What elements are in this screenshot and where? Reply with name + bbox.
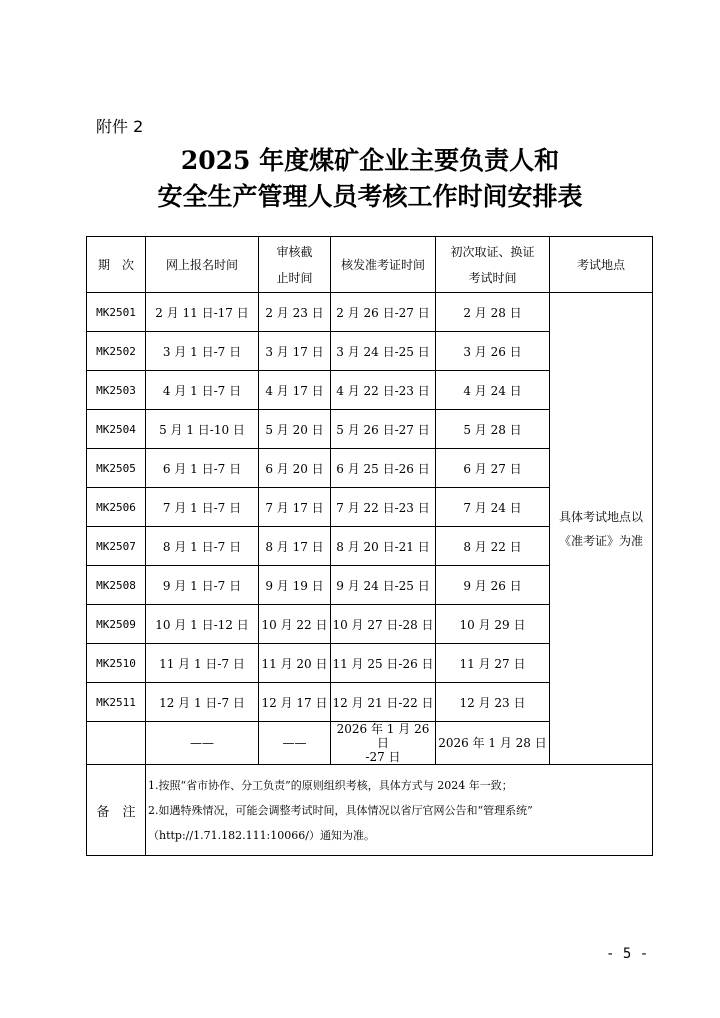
cell-period: MK2508 xyxy=(87,566,146,605)
cell-exam: 12 月 23 日 xyxy=(436,683,550,722)
cell-period: MK2506 xyxy=(87,488,146,527)
note-line-3: （http://1.71.182.111:10066/）通知为准。 xyxy=(148,828,375,842)
document-title-line-2: 安全生产管理人员考核工作时间安排表 xyxy=(157,182,583,211)
cell-deadline: 6 月 20 日 xyxy=(259,449,331,488)
cell-admission: 7 月 22 日-23 日 xyxy=(331,488,436,527)
cell-admission: 12 月 21 日-22 日 xyxy=(331,683,436,722)
cell-period: MK2505 xyxy=(87,449,146,488)
header-admission-issue: 核发准考证时间 xyxy=(331,237,436,293)
cell-registration: 5 月 1 日-10 日 xyxy=(146,410,259,449)
cell-admission: 11 月 25 日-26 日 xyxy=(331,644,436,683)
cell-deadline: 3 月 17 日 xyxy=(259,332,331,371)
cell-deadline: 11 月 20 日 xyxy=(259,644,331,683)
cell-registration: 4 月 1 日-7 日 xyxy=(146,371,259,410)
cell-deadline: 5 月 20 日 xyxy=(259,410,331,449)
cell-exam: 6 月 27 日 xyxy=(436,449,550,488)
header-exam-time xyxy=(436,237,550,293)
cell-period: MK2510 xyxy=(87,644,146,683)
cell-deadline: 9 月 19 日 xyxy=(259,566,331,605)
header-location: 考试地点 xyxy=(550,237,653,293)
cell-exam: 2 月 28 日 xyxy=(436,293,550,332)
cell-exam: 11 月 27 日 xyxy=(436,644,550,683)
location-line-1: 具体考试地点以 xyxy=(558,509,643,524)
cell-exam: 9 月 26 日 xyxy=(436,566,550,605)
header-review-deadline xyxy=(259,237,331,293)
cell-registration: 10 月 1 日-12 日 xyxy=(146,605,259,644)
cell-admission: 8 月 20 日-21 日 xyxy=(331,527,436,566)
header-exam-time-line-2: 考试时间 xyxy=(468,270,517,285)
cell-deadline: —— xyxy=(259,722,331,765)
cell-exam: 10 月 29 日 xyxy=(436,605,550,644)
cell-period: MK2509 xyxy=(87,605,146,644)
cell-registration: 2 月 11 日-17 日 xyxy=(146,293,259,332)
header-review-deadline-line-1: 审核截 xyxy=(276,244,313,259)
cell-deadline: 7 月 17 日 xyxy=(259,488,331,527)
header-period: 期 次 xyxy=(87,237,146,293)
table-header-row xyxy=(87,237,653,293)
cell-location xyxy=(550,293,653,765)
cell-period: MK2501 xyxy=(87,293,146,332)
cell-registration: —— xyxy=(146,722,259,765)
cell-registration: 12 月 1 日-7 日 xyxy=(146,683,259,722)
note-line-1: 1.按照“省市协作、分工负责”的原则组织考核，具体方式与 2024 年一致； xyxy=(148,778,513,792)
schedule-table xyxy=(86,236,653,856)
cell-admission: 4 月 22 日-23 日 xyxy=(331,371,436,410)
location-line-2: 《准考证》为准 xyxy=(558,533,643,548)
cell-exam: 8 月 22 日 xyxy=(436,527,550,566)
cell-registration: 3 月 1 日-7 日 xyxy=(146,332,259,371)
cell-exam: 5 月 28 日 xyxy=(436,410,550,449)
cell-period: MK2511 xyxy=(87,683,146,722)
cell-admission: 5 月 26 日-27 日 xyxy=(331,410,436,449)
cell-registration: 11 月 1 日-7 日 xyxy=(146,644,259,683)
cell-registration: 6 月 1 日-7 日 xyxy=(146,449,259,488)
cell-deadline: 8 月 17 日 xyxy=(259,527,331,566)
cell-period: MK2504 xyxy=(87,410,146,449)
cell-deadline: 2 月 23 日 xyxy=(259,293,331,332)
document-title-line-1: 2025 年度煤矿企业主要负责人和 xyxy=(180,146,560,175)
cell-period: MK2507 xyxy=(87,527,146,566)
cell-registration: 8 月 1 日-7 日 xyxy=(146,527,259,566)
cell-admission: 2 月 26 日-27 日 xyxy=(331,293,436,332)
cell-admission-line-2: -27 日 xyxy=(365,750,401,764)
notes-row xyxy=(87,765,653,856)
cell-admission: 9 月 24 日-25 日 xyxy=(331,566,436,605)
cell-period: MK2502 xyxy=(87,332,146,371)
cell-admission: 3 月 24 日-25 日 xyxy=(331,332,436,371)
notes-body xyxy=(146,765,653,856)
cell-admission: 6 月 25 日-26 日 xyxy=(331,449,436,488)
cell-exam: 7 月 24 日 xyxy=(436,488,550,527)
cell-deadline: 12 月 17 日 xyxy=(259,683,331,722)
cell-admission-line-1: 2026 年 1 月 26 日 xyxy=(336,722,430,750)
cell-registration: 7 月 1 日-7 日 xyxy=(146,488,259,527)
attachment-label: 附件 2 xyxy=(96,117,144,136)
cell-exam: 3 月 26 日 xyxy=(436,332,550,371)
cell-deadline: 4 月 17 日 xyxy=(259,371,331,410)
cell-admission: 10 月 27 日-28 日 xyxy=(331,605,436,644)
cell-deadline: 10 月 22 日 xyxy=(259,605,331,644)
header-exam-time-line-1: 初次取证、换证 xyxy=(450,244,535,259)
page-number: - 5 - xyxy=(606,946,649,962)
note-line-2: 2.如遇特殊情况，可能会调整考试时间，具体情况以省厅官网公告和“管理系统” xyxy=(148,803,533,817)
cell-period: MK2503 xyxy=(87,371,146,410)
header-online-registration: 网上报名时间 xyxy=(146,237,259,293)
cell-exam: 2026 年 1 月 28 日 xyxy=(436,722,550,765)
cell-period-empty xyxy=(87,722,146,765)
cell-admission xyxy=(331,722,436,765)
header-review-deadline-line-2: 止时间 xyxy=(276,270,313,285)
table-row xyxy=(87,293,653,332)
cell-exam: 4 月 24 日 xyxy=(436,371,550,410)
cell-registration: 9 月 1 日-7 日 xyxy=(146,566,259,605)
notes-label: 备 注 xyxy=(87,765,146,856)
